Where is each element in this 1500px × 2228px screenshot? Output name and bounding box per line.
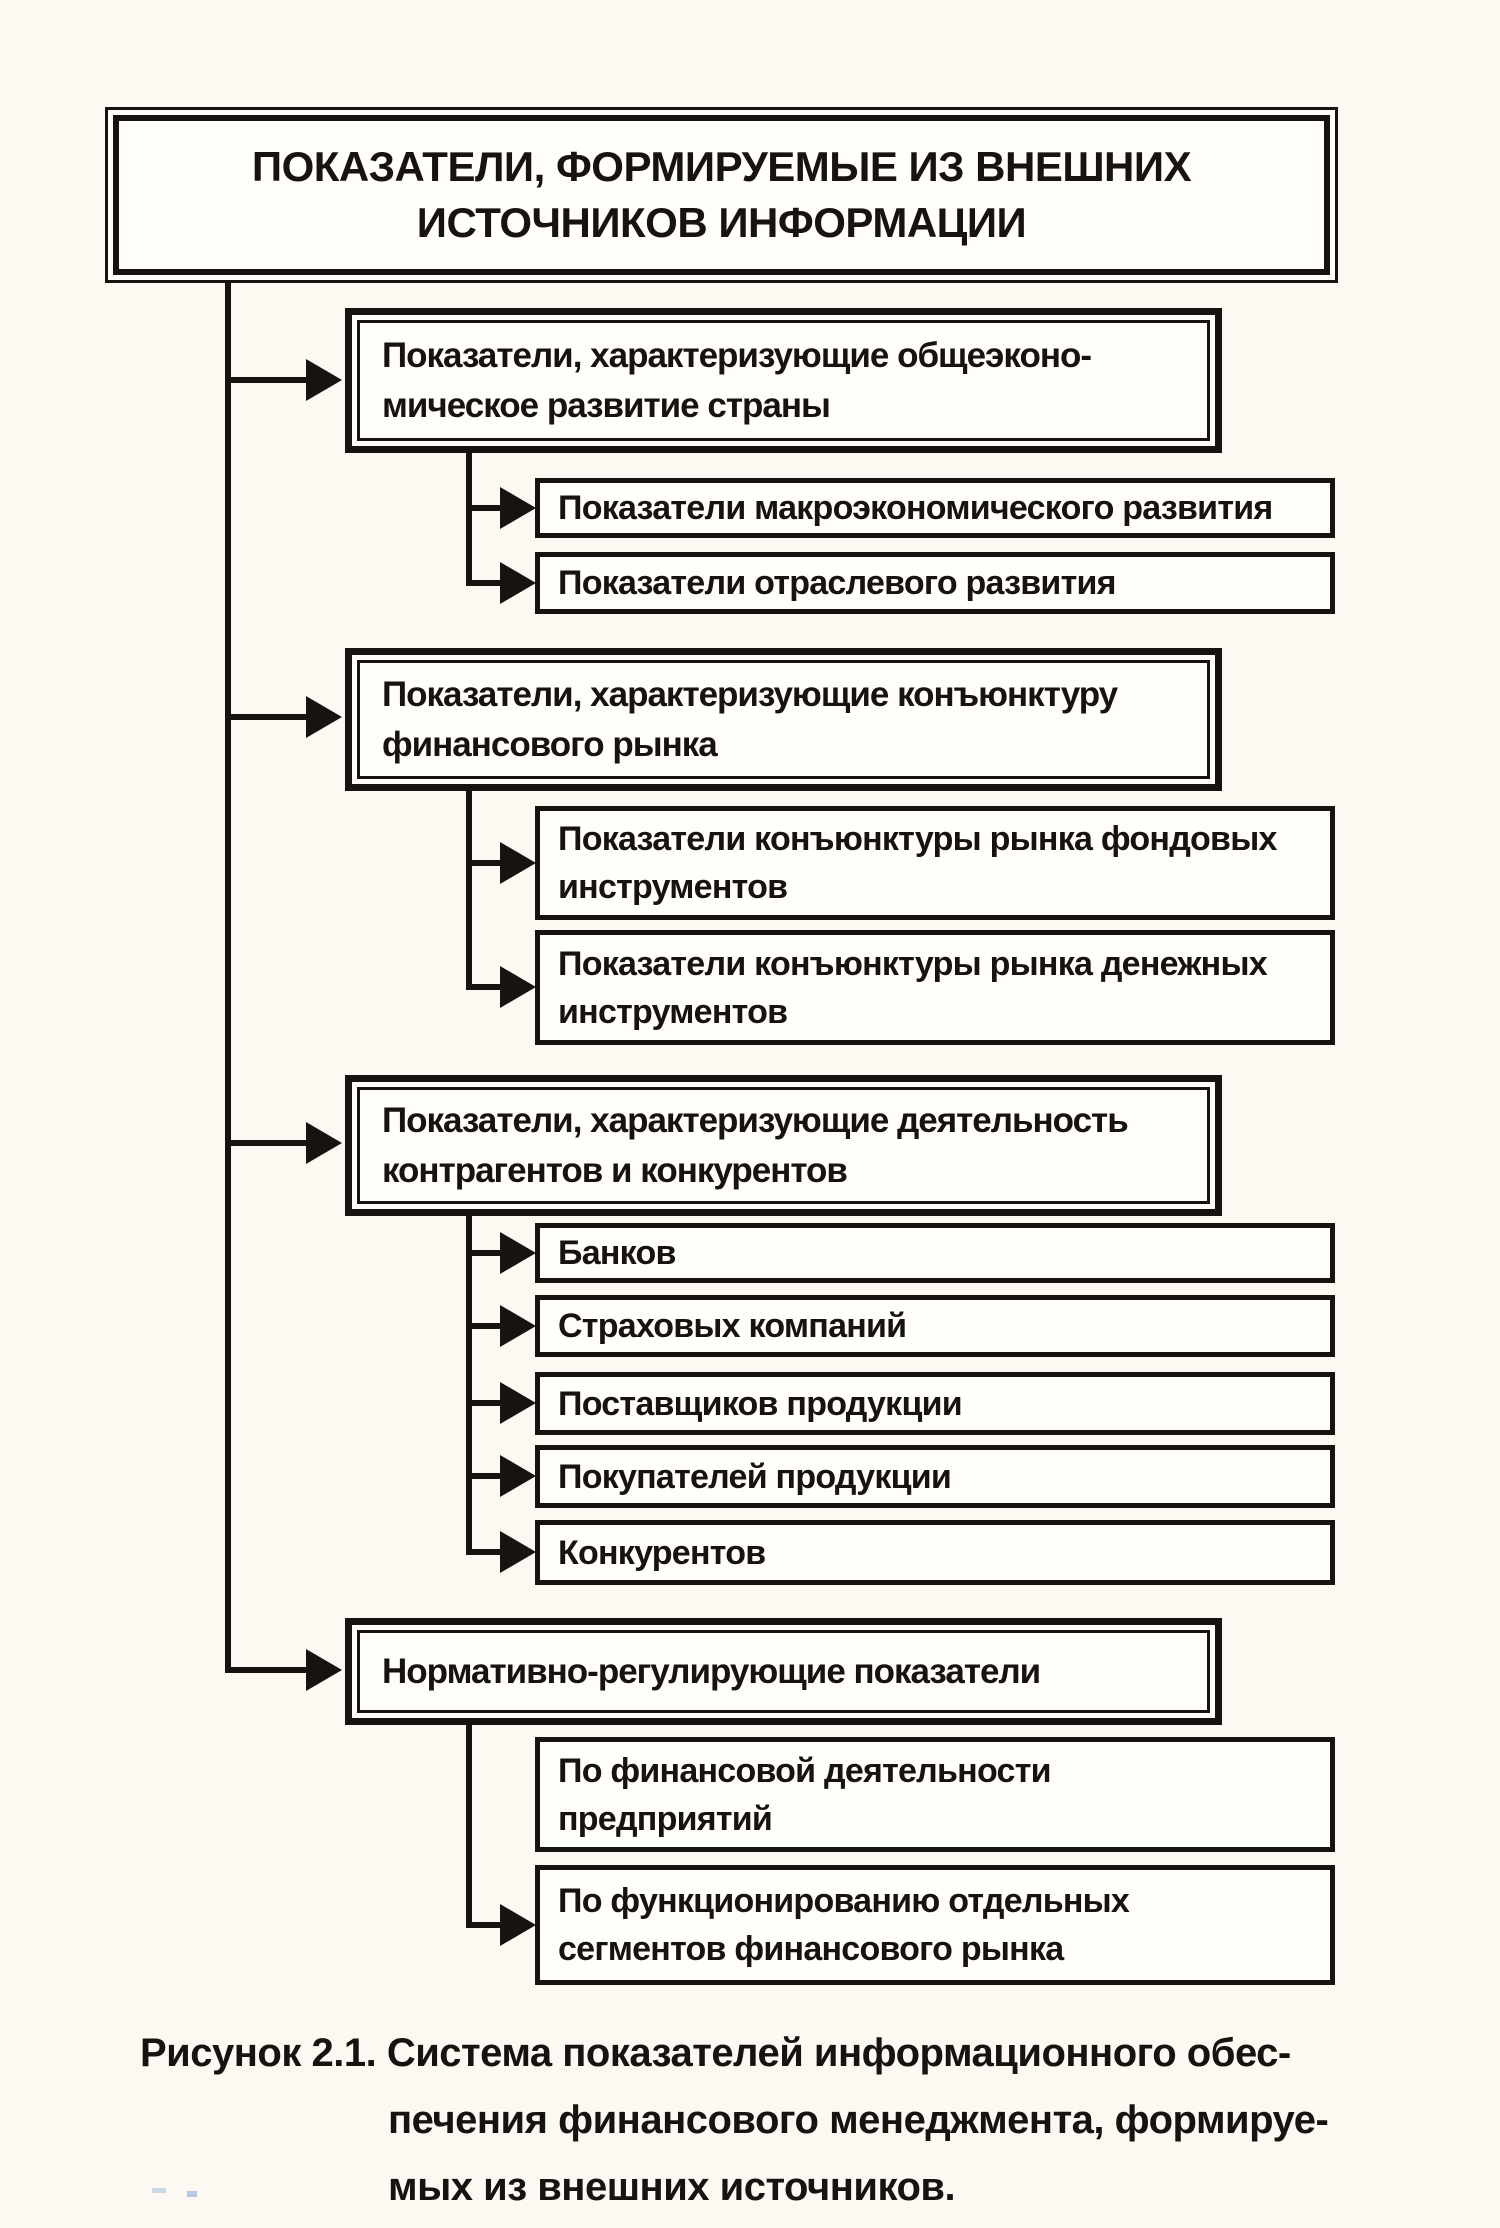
arrow-to-leaf-4-2-icon bbox=[468, 1922, 500, 1928]
leaf-box-competitors bbox=[535, 1520, 1335, 1585]
branch-box-financial-market-inner bbox=[357, 660, 1210, 779]
leaf-1-2-line-1: Показатели отраслевого развития bbox=[558, 564, 1116, 602]
branch-3-line-2: контрагентов и конкурентов bbox=[382, 1150, 847, 1190]
arrow-to-branch-4-icon bbox=[228, 1667, 306, 1673]
leaf-4-1-line-1: По финансовой деятельности bbox=[558, 1751, 1051, 1790]
scan-artifact bbox=[152, 2188, 166, 2193]
arrow-to-branch-3-icon bbox=[228, 1140, 306, 1146]
leaf-3-4-line-1: Покупателей продукции bbox=[558, 1457, 952, 1496]
leaf-box-market-segments bbox=[535, 1865, 1335, 1985]
leaf-box-macroeconomic bbox=[535, 478, 1335, 538]
figure-caption bbox=[140, 2020, 1470, 2221]
arrow-to-leaf-2-1-icon bbox=[468, 860, 500, 866]
branch-box-general-economy-inner bbox=[357, 320, 1210, 441]
leaf-box-insurance bbox=[535, 1295, 1335, 1357]
leaf-box-enterprise-finance bbox=[535, 1737, 1335, 1852]
leaf-box-industry bbox=[535, 552, 1335, 614]
leaf-box-banks bbox=[535, 1223, 1335, 1283]
arrow-to-branch-2-icon bbox=[228, 714, 306, 720]
branch-2-line-1: Показатели, характеризующие конъюнктуру bbox=[382, 674, 1118, 714]
leaf-box-suppliers bbox=[535, 1372, 1335, 1435]
leaf-3-3-line-1: Поставщиков продукции bbox=[558, 1384, 962, 1423]
caption-line-3: мых из внешних источников. bbox=[388, 2165, 956, 2209]
leaf-2-1-line-2: инструментов bbox=[558, 868, 788, 906]
branch-4-line-1: Нормативно-регулирующие показатели bbox=[382, 1651, 1041, 1691]
branch-box-regulatory bbox=[345, 1618, 1222, 1725]
trunk-line bbox=[225, 283, 231, 1673]
branch-box-counterparties bbox=[345, 1075, 1222, 1216]
arrow-to-leaf-3-3-icon bbox=[468, 1400, 500, 1406]
branch-2-child-line bbox=[466, 790, 472, 990]
scan-artifact bbox=[187, 2191, 197, 2197]
leaf-box-stock-market bbox=[535, 806, 1335, 920]
arrow-to-leaf-1-1-icon bbox=[468, 505, 500, 511]
title-box bbox=[105, 107, 1338, 283]
leaf-3-1-line-1: Банков bbox=[558, 1234, 676, 1272]
leaf-box-money-market bbox=[535, 930, 1335, 1045]
arrow-to-branch-1-icon bbox=[228, 377, 306, 383]
branch-box-regulatory-inner bbox=[357, 1630, 1210, 1713]
leaf-2-2-line-1: Показатели конъюнктуры рынка денежных bbox=[558, 944, 1267, 983]
leaf-4-2-line-2: сегментов финансового рынка bbox=[558, 1930, 1064, 1968]
branch-2-line-2: финансового рынка bbox=[382, 724, 717, 764]
branch-box-counterparties-inner bbox=[357, 1087, 1210, 1204]
branch-1-line-2: мическое развитие страны bbox=[382, 385, 830, 425]
arrow-to-leaf-1-2-icon bbox=[468, 580, 500, 586]
branch-4-child-line bbox=[466, 1725, 472, 1928]
branch-box-financial-market bbox=[345, 648, 1222, 791]
arrow-to-leaf-2-2-icon bbox=[468, 984, 500, 990]
leaf-3-2-line-1: Страховых компаний bbox=[558, 1307, 907, 1345]
branch-box-general-economy bbox=[345, 308, 1222, 453]
caption-line-2: печения финансового менеджмента, формируе- bbox=[388, 2098, 1329, 2142]
title-line-2: ИСТОЧНИКОВ ИНФОРМАЦИИ bbox=[416, 199, 1027, 246]
arrow-to-leaf-3-4-icon bbox=[468, 1473, 500, 1479]
leaf-3-5-line-1: Конкурентов bbox=[558, 1533, 766, 1572]
branch-3-line-1: Показатели, характеризующие деятельность bbox=[382, 1100, 1128, 1140]
arrow-to-leaf-3-2-icon bbox=[468, 1323, 500, 1329]
leaf-4-2-line-1: По функционированию отдельных bbox=[558, 1882, 1130, 1920]
branch-3-child-line bbox=[466, 1215, 472, 1555]
arrow-to-leaf-3-1-icon bbox=[468, 1250, 500, 1256]
leaf-4-1-line-2: предприятий bbox=[558, 1799, 773, 1838]
leaf-1-1-line-1: Показатели макроэкономического развития bbox=[558, 489, 1273, 527]
caption-line-1: Рисунок 2.1. Система показателей информационного обес- bbox=[140, 2031, 1291, 2075]
leaf-box-buyers bbox=[535, 1445, 1335, 1508]
title-box-inner bbox=[113, 115, 1330, 275]
branch-1-child-line bbox=[466, 452, 472, 586]
leaf-2-1-line-1: Показатели конъюнктуры рынка фондовых bbox=[558, 820, 1277, 858]
arrow-to-leaf-3-5-icon bbox=[468, 1549, 500, 1555]
title-line-1: ПОКАЗАТЕЛИ, ФОРМИРУЕМЫЕ ИЗ ВНЕШНИХ bbox=[251, 143, 1192, 190]
branch-1-line-1: Показатели, характеризующие общеэконо- bbox=[382, 335, 1091, 375]
leaf-2-2-line-2: инструментов bbox=[558, 992, 788, 1031]
